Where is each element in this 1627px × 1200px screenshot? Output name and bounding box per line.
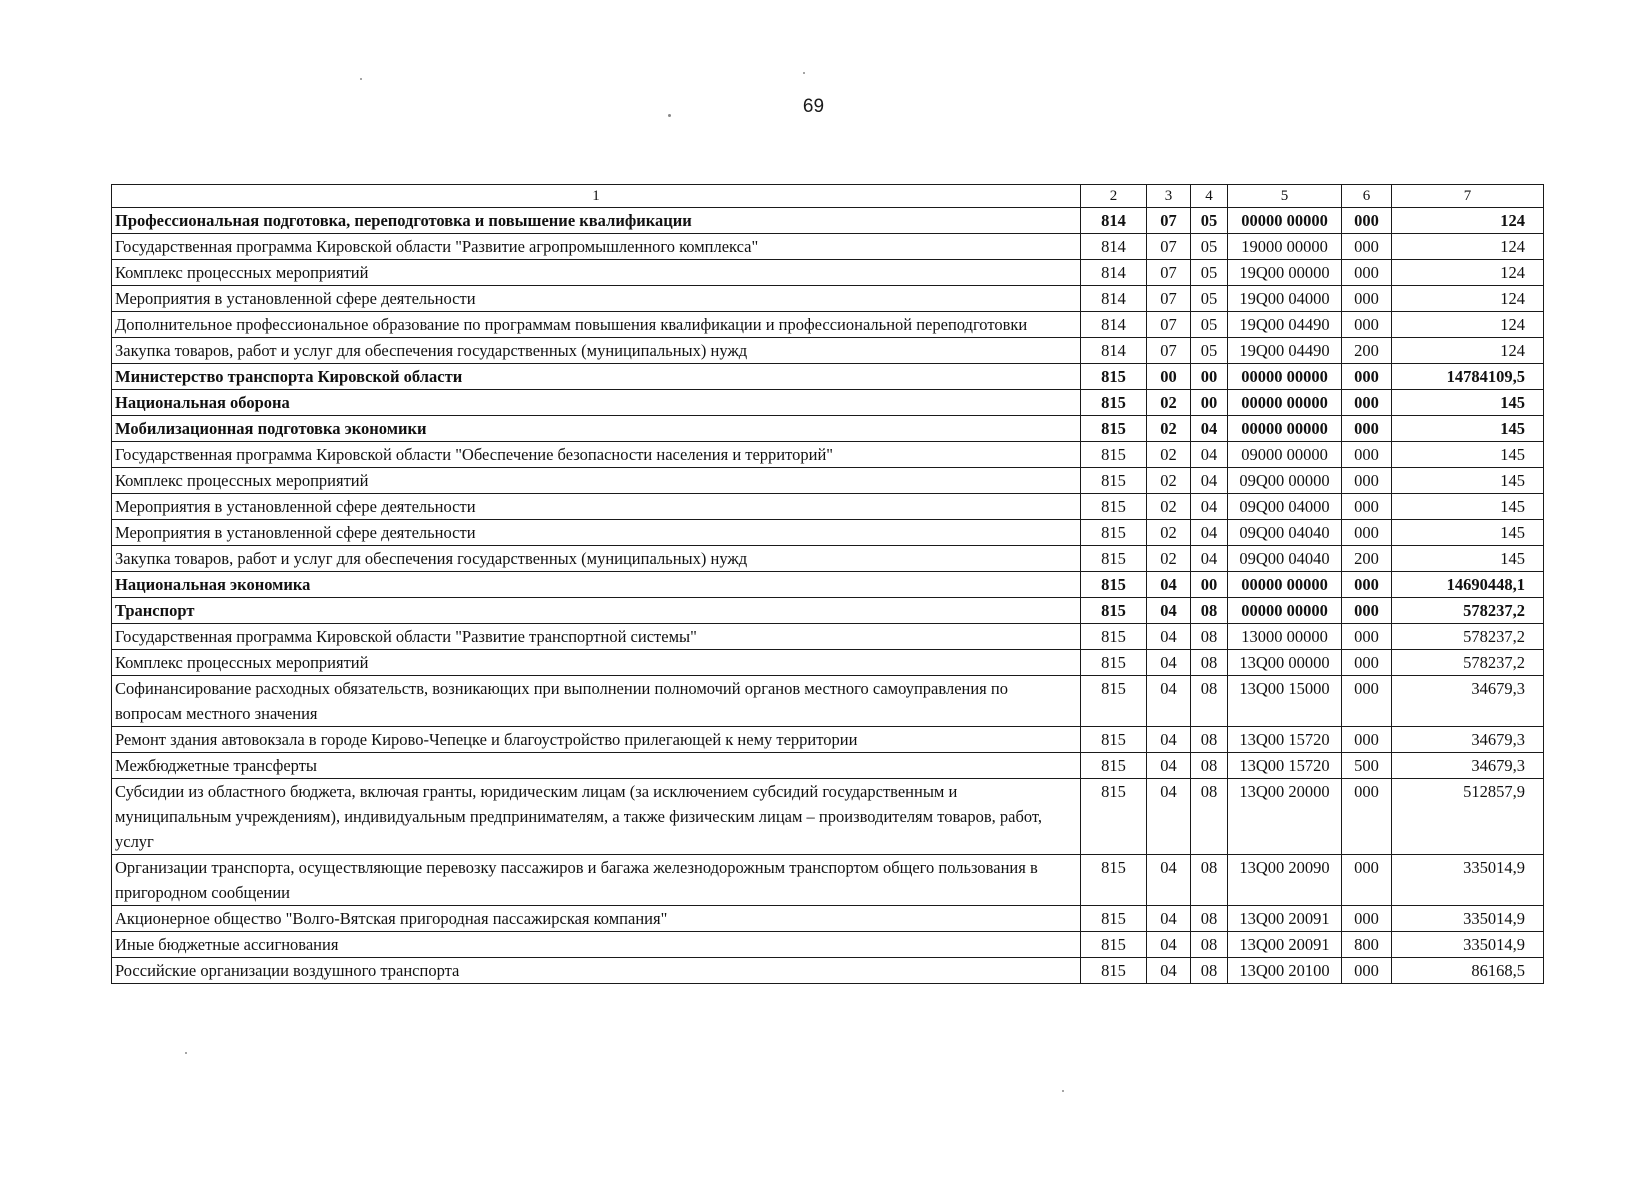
subsection-cell: 04 [1191,468,1228,494]
code-admin-cell: 815 [1081,753,1147,779]
expense-type-cell: 000 [1342,390,1392,416]
expense-type-cell: 000 [1342,364,1392,390]
target-article-cell: 13Q00 15720 [1228,753,1342,779]
section-cell: 04 [1147,906,1191,932]
amount-cell: 145 [1392,546,1544,572]
amount-cell: 578237,2 [1392,598,1544,624]
code-admin-cell: 815 [1081,598,1147,624]
target-article-cell: 13000 00000 [1228,624,1342,650]
expense-type-cell: 000 [1342,598,1392,624]
amount-cell: 578237,2 [1392,650,1544,676]
row-name-cell: Российские организации воздушного транспорта [112,958,1081,984]
budget-table [111,184,1544,984]
section-cell: 04 [1147,676,1191,727]
subsection-cell: 08 [1191,958,1228,984]
expense-type-cell: 000 [1342,958,1392,984]
section-cell: 02 [1147,468,1191,494]
section-cell: 04 [1147,855,1191,906]
section-cell: 00 [1147,364,1191,390]
subsection-cell: 04 [1191,442,1228,468]
code-admin-cell: 815 [1081,416,1147,442]
section-cell: 02 [1147,494,1191,520]
target-article-cell: 09000 00000 [1228,442,1342,468]
subsection-cell: 05 [1191,338,1228,364]
expense-type-cell: 000 [1342,572,1392,598]
target-article-cell: 19000 00000 [1228,234,1342,260]
amount-cell: 578237,2 [1392,624,1544,650]
amount-cell: 145 [1392,520,1544,546]
code-admin-cell: 815 [1081,520,1147,546]
table-row [112,727,1544,753]
row-name-cell: Софинансирование расходных обязательств, возникающих при выполнении полномочий органов местного самоуправления по вопросам местного значения [112,676,1081,727]
table-row [112,676,1544,727]
section-cell: 04 [1147,932,1191,958]
section-cell: 07 [1147,312,1191,338]
amount-cell: 34679,3 [1392,676,1544,727]
table-row [112,234,1544,260]
subsection-cell: 08 [1191,676,1228,727]
amount-cell: 34679,3 [1392,753,1544,779]
subsection-cell: 00 [1191,364,1228,390]
code-admin-cell: 815 [1081,494,1147,520]
column-header: 7 [1392,185,1544,208]
code-admin-cell: 815 [1081,958,1147,984]
row-name-cell: Профессиональная подготовка, переподготовка и повышение квалификации [112,208,1081,234]
section-cell: 04 [1147,572,1191,598]
column-header: 6 [1342,185,1392,208]
subsection-cell: 08 [1191,753,1228,779]
target-article-cell: 00000 00000 [1228,208,1342,234]
row-name-cell: Акционерное общество "Волго-Вятская пригородная пассажирская компания" [112,906,1081,932]
row-name-cell: Национальная оборона [112,390,1081,416]
target-article-cell: 19Q00 04490 [1228,338,1342,364]
table-row [112,753,1544,779]
row-name-cell: Иные бюджетные ассигнования [112,932,1081,958]
table-row [112,364,1544,390]
section-cell: 07 [1147,234,1191,260]
subsection-cell: 05 [1191,260,1228,286]
scan-speck [185,1052,187,1054]
target-article-cell: 00000 00000 [1228,364,1342,390]
expense-type-cell: 000 [1342,624,1392,650]
section-cell: 07 [1147,338,1191,364]
expense-type-cell: 000 [1342,312,1392,338]
target-article-cell: 13Q00 00000 [1228,650,1342,676]
table-row [112,572,1544,598]
subsection-cell: 00 [1191,390,1228,416]
table-row [112,468,1544,494]
subsection-cell: 08 [1191,598,1228,624]
subsection-cell: 08 [1191,650,1228,676]
target-article-cell: 13Q00 20091 [1228,906,1342,932]
section-cell: 04 [1147,779,1191,855]
scan-speck [668,114,671,117]
expense-type-cell: 000 [1342,286,1392,312]
subsection-cell: 08 [1191,906,1228,932]
row-name-cell: Комплекс процессных мероприятий [112,650,1081,676]
table-row [112,286,1544,312]
section-cell: 04 [1147,727,1191,753]
code-admin-cell: 815 [1081,932,1147,958]
row-name-cell: Министерство транспорта Кировской области [112,364,1081,390]
table-row [112,442,1544,468]
amount-cell: 124 [1392,312,1544,338]
code-admin-cell: 815 [1081,650,1147,676]
expense-type-cell: 000 [1342,494,1392,520]
expense-type-cell: 000 [1342,234,1392,260]
amount-cell: 14690448,1 [1392,572,1544,598]
subsection-cell: 05 [1191,286,1228,312]
code-admin-cell: 815 [1081,468,1147,494]
target-article-cell: 09Q00 04040 [1228,520,1342,546]
page-number: 69 [802,96,825,117]
table-row [112,624,1544,650]
code-admin-cell: 815 [1081,779,1147,855]
subsection-cell: 04 [1191,416,1228,442]
amount-cell: 335014,9 [1392,906,1544,932]
target-article-cell: 09Q00 04000 [1228,494,1342,520]
section-cell: 07 [1147,260,1191,286]
amount-cell: 145 [1392,468,1544,494]
table-row [112,546,1544,572]
expense-type-cell: 000 [1342,906,1392,932]
table-row [112,932,1544,958]
table-row [112,779,1544,855]
target-article-cell: 09Q00 00000 [1228,468,1342,494]
row-name-cell: Комплекс процессных мероприятий [112,468,1081,494]
code-admin-cell: 814 [1081,286,1147,312]
amount-cell: 335014,9 [1392,932,1544,958]
row-name-cell: Субсидии из областного бюджета, включая гранты, юридическим лицам (за исключением субсидий государственным и муниципальным учреждениям), индивидуальным предпринимателям, а также физическим лицам – производителям товаров, работ, услуг [112,779,1081,855]
scan-speck [1062,1090,1064,1092]
amount-cell: 124 [1392,234,1544,260]
table-row [112,650,1544,676]
section-cell: 02 [1147,416,1191,442]
subsection-cell: 08 [1191,727,1228,753]
target-article-cell: 00000 00000 [1228,572,1342,598]
column-header: 2 [1081,185,1147,208]
code-admin-cell: 814 [1081,260,1147,286]
section-cell: 04 [1147,753,1191,779]
amount-cell: 145 [1392,494,1544,520]
amount-cell: 124 [1392,338,1544,364]
code-admin-cell: 815 [1081,906,1147,932]
code-admin-cell: 815 [1081,676,1147,727]
expense-type-cell: 000 [1342,208,1392,234]
expense-type-cell: 000 [1342,650,1392,676]
expense-type-cell: 000 [1342,520,1392,546]
row-name-cell: Закупка товаров, работ и услуг для обеспечения государственных (муниципальных) нужд [112,338,1081,364]
target-article-cell: 09Q00 04040 [1228,546,1342,572]
table-row [112,338,1544,364]
section-cell: 04 [1147,598,1191,624]
amount-cell: 124 [1392,208,1544,234]
target-article-cell: 13Q00 20091 [1228,932,1342,958]
row-name-cell: Государственная программа Кировской области "Развитие агропромышленного комплекса" [112,234,1081,260]
amount-cell: 124 [1392,286,1544,312]
table-row [112,855,1544,906]
table-row [112,260,1544,286]
row-name-cell: Организации транспорта, осуществляющие перевозку пассажиров и багажа железнодорожным транспортом общего пользования в пригородном сообщении [112,855,1081,906]
target-article-cell: 19Q00 00000 [1228,260,1342,286]
scan-speck [803,72,805,74]
subsection-cell: 05 [1191,208,1228,234]
section-cell: 02 [1147,390,1191,416]
target-article-cell: 13Q00 15720 [1228,727,1342,753]
code-admin-cell: 815 [1081,546,1147,572]
target-article-cell: 13Q00 15000 [1228,676,1342,727]
table-row [112,598,1544,624]
subsection-cell: 00 [1191,572,1228,598]
amount-cell: 34679,3 [1392,727,1544,753]
expense-type-cell: 000 [1342,855,1392,906]
code-admin-cell: 814 [1081,338,1147,364]
column-header: 4 [1191,185,1228,208]
subsection-cell: 04 [1191,494,1228,520]
expense-type-cell: 000 [1342,442,1392,468]
subsection-cell: 04 [1191,546,1228,572]
table-row [112,208,1544,234]
code-admin-cell: 814 [1081,312,1147,338]
expense-type-cell: 000 [1342,676,1392,727]
expense-type-cell: 000 [1342,416,1392,442]
subsection-cell: 08 [1191,779,1228,855]
amount-cell: 124 [1392,260,1544,286]
code-admin-cell: 815 [1081,364,1147,390]
section-cell: 02 [1147,520,1191,546]
column-header: 1 [112,185,1081,208]
amount-cell: 145 [1392,416,1544,442]
target-article-cell: 00000 00000 [1228,416,1342,442]
code-admin-cell: 814 [1081,234,1147,260]
row-name-cell: Государственная программа Кировской области "Развитие транспортной системы" [112,624,1081,650]
row-name-cell: Мобилизационная подготовка экономики [112,416,1081,442]
code-admin-cell: 815 [1081,390,1147,416]
row-name-cell: Закупка товаров, работ и услуг для обеспечения государственных (муниципальных) нужд [112,546,1081,572]
target-article-cell: 13Q00 20100 [1228,958,1342,984]
amount-cell: 14784109,5 [1392,364,1544,390]
section-cell: 07 [1147,286,1191,312]
row-name-cell: Ремонт здания автовокзала в городе Кирово-Чепецке и благоустройство прилегающей к нему территории [112,727,1081,753]
row-name-cell: Комплекс процессных мероприятий [112,260,1081,286]
code-admin-cell: 815 [1081,442,1147,468]
expense-type-cell: 800 [1342,932,1392,958]
amount-cell: 86168,5 [1392,958,1544,984]
column-header: 5 [1228,185,1342,208]
section-cell: 04 [1147,624,1191,650]
table-row [112,520,1544,546]
table-row [112,494,1544,520]
row-name-cell: Межбюджетные трансферты [112,753,1081,779]
amount-cell: 145 [1392,442,1544,468]
row-name-cell: Мероприятия в установленной сфере деятельности [112,494,1081,520]
code-admin-cell: 815 [1081,855,1147,906]
code-admin-cell: 815 [1081,624,1147,650]
row-name-cell: Мероприятия в установленной сфере деятельности [112,520,1081,546]
table-header-row [112,185,1544,208]
target-article-cell: 13Q00 20090 [1228,855,1342,906]
table-row [112,390,1544,416]
subsection-cell: 05 [1191,312,1228,338]
subsection-cell: 08 [1191,855,1228,906]
code-admin-cell: 815 [1081,727,1147,753]
amount-cell: 512857,9 [1392,779,1544,855]
subsection-cell: 08 [1191,932,1228,958]
target-article-cell: 00000 00000 [1228,598,1342,624]
row-name-cell: Национальная экономика [112,572,1081,598]
code-admin-cell: 814 [1081,208,1147,234]
row-name-cell: Дополнительное профессиональное образование по программам повышения квалификации и профессиональной переподготовки [112,312,1081,338]
code-admin-cell: 815 [1081,572,1147,598]
row-name-cell: Транспорт [112,598,1081,624]
table-row [112,416,1544,442]
subsection-cell: 04 [1191,520,1228,546]
table-row [112,958,1544,984]
expense-type-cell: 000 [1342,260,1392,286]
scan-speck [360,78,362,80]
section-cell: 04 [1147,958,1191,984]
target-article-cell: 19Q00 04490 [1228,312,1342,338]
row-name-cell: Государственная программа Кировской области "Обеспечение безопасности населения и территорий" [112,442,1081,468]
section-cell: 04 [1147,650,1191,676]
subsection-cell: 05 [1191,234,1228,260]
table-row [112,906,1544,932]
row-name-cell: Мероприятия в установленной сфере деятельности [112,286,1081,312]
subsection-cell: 08 [1191,624,1228,650]
expense-type-cell: 000 [1342,468,1392,494]
section-cell: 02 [1147,442,1191,468]
expense-type-cell: 200 [1342,546,1392,572]
target-article-cell: 13Q00 20000 [1228,779,1342,855]
expense-type-cell: 000 [1342,727,1392,753]
expense-type-cell: 200 [1342,338,1392,364]
target-article-cell: 19Q00 04000 [1228,286,1342,312]
target-article-cell: 00000 00000 [1228,390,1342,416]
expense-type-cell: 000 [1342,779,1392,855]
section-cell: 07 [1147,208,1191,234]
column-header: 3 [1147,185,1191,208]
amount-cell: 335014,9 [1392,855,1544,906]
table-row [112,312,1544,338]
amount-cell: 145 [1392,390,1544,416]
section-cell: 02 [1147,546,1191,572]
expense-type-cell: 500 [1342,753,1392,779]
table-body [112,208,1544,984]
